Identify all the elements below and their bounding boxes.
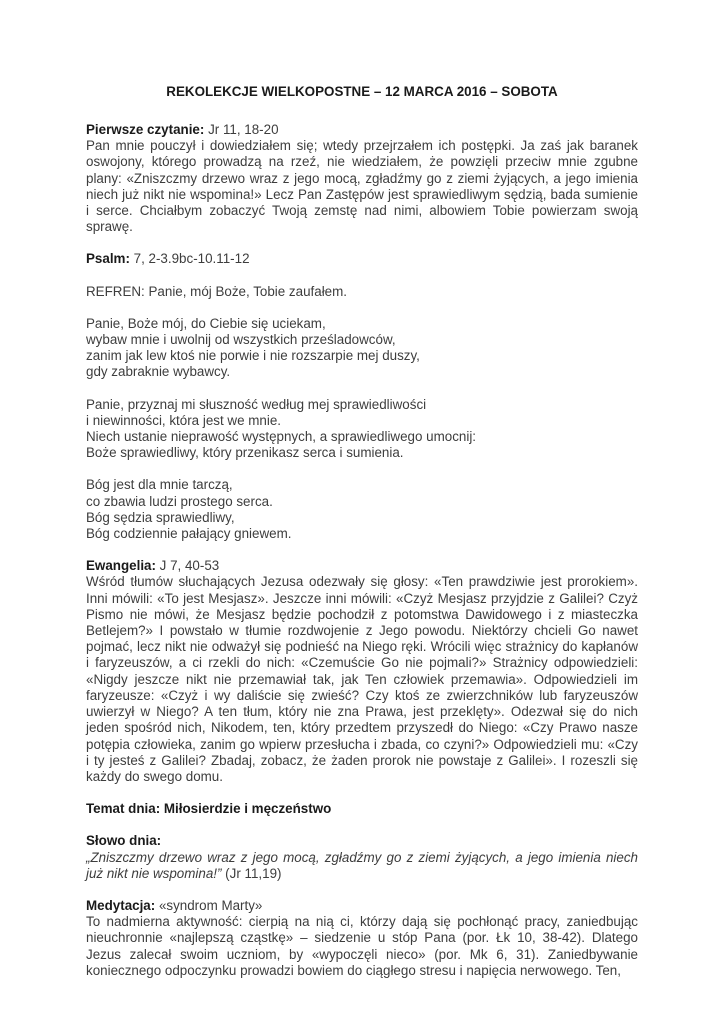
meditation-label: Medytacja: bbox=[86, 897, 156, 913]
gospel-text: Wśród tłumów słuchających Jezusa odezwały się głosy: «Ten prawdziwie jest prorokiem». Inni mówili: «To jest Mesjasz». Jeszcze inni mówili: «Czyż Mesjasz przyjdzie z Galilei? Czyż Pismo nie mówi, że Mesjasz będzie pochodził z potomstwa Dawidowego i z miasteczka Betlejem?» I powstało w tłumie rozdwojenie z Jego powodu. Niektórzy chcieli Go nawet pojmać, lecz nikt nie odważył się podnieść na Niego ręki. Wrócili więc strażnicy do kapłanów i faryzeuszów, a ci rzekli do nich: «Czemuście Go nie pojmali?» Strażnicy odpowiedzieli: «Nigdy jeszcze nikt nie przemawiał tak, jak Ten człowiek przemawia». Odpowiedzieli im faryzeusze: «Czyż i wy daliście się zwieść? Czy ktoś ze zwierzchników lub faryzeuszów uwierzył w Niego? A ten tłum, który nie zna Prawa, jest przeklęty». Odezwał się do nich jeden spośród nich, Nikodem, ten, który przedtem przyszedł do Niego: «Czy Prawo nasze potępia człowieka, zanim go wpierw przesłucha i zbada, co czyni?» Odpowiedzieli mu: «Czy i ty jesteś z Galilei? Zbadaj, zobacz, że żaden prorok nie powstaje z Galilei». I rozeszli się każdy do swego domu. bbox=[86, 574, 638, 784]
word-of-day-label: Słowo dnia: bbox=[86, 833, 162, 849]
psalm-line: Boże sprawiedliwy, który przenikasz serca i sumienia. bbox=[86, 445, 404, 461]
meditation-heading bbox=[86, 898, 638, 914]
psalm-refrain: REFREN: Panie, mój Boże, Tobie zaufałem. bbox=[86, 283, 347, 299]
psalm-line: wybaw mnie i uwolnij od wszystkich prześladowców, bbox=[86, 332, 396, 348]
theme-of-day: Temat dnia: Miłosierdzie i męczeństwo bbox=[86, 801, 332, 817]
first-reading-ref: Jr 11, 18-20 bbox=[204, 122, 279, 137]
first-reading-text: Pan mnie pouczył i dowiedziałem się; wtedy przejrzałem ich postępki. Ja zaś jak baranek oswojony, którego prowadzą na rzeź, nie wiedziałem, że powzięli przeciw mnie zgubne plany: «Zniszczmy drzewo wraz z jego mocą, zgładźmy go z ziemi żyjących, a jego imienia niech już nikt nie wspomina!» Lecz Pan Zastępów jest sprawiedliwym sędzią, bada sumienie i serce. Chciałbym zobaczyć Twoją zemstę nad nimi, albowiem Tobie powierzam swoją sprawę. bbox=[86, 138, 638, 235]
word-of-day-ref: (Jr 11,19) bbox=[221, 865, 282, 881]
psalm-line: Panie, przyznaj mi słuszność według mej sprawiedliwości bbox=[86, 396, 427, 412]
psalm-ref: 7, 2-3.9bc-10.11-12 bbox=[129, 251, 250, 267]
psalm-line: zanim jak lew ktoś nie porwie i nie rozszarpie mej duszy, bbox=[86, 348, 420, 364]
psalm-stanza bbox=[86, 397, 638, 462]
psalm-stanza bbox=[86, 477, 638, 542]
page-title: REKOLEKCJE WIELKOPOSTNE – 12 MARCA 2016 – SOBOTA bbox=[166, 84, 558, 99]
gospel-label: Ewangelia: bbox=[86, 558, 156, 574]
psalm-line: Bóg jest dla mnie tarczą, bbox=[86, 477, 233, 493]
gospel-heading bbox=[86, 558, 638, 574]
meditation-text: To nadmierna aktywność: cierpią na nią ci, którzy dają się pochłonąć pracy, zaniedbując nieuchronnie «najlepszą cząstkę» – siedzenie u stóp Pana (por. Łk 10, 38-42). Dlatego Jezus zalecał swoim uczniom, by «wypoczęli nieco» (por. Mk 6, 31). Zaniedbywanie koniecznego odpoczynku prowadzi bowiem do ciągłego stresu i napięcia nerwowego. Ten, bbox=[86, 914, 638, 978]
meditation-subtitle: «syndrom Marty» bbox=[155, 897, 263, 913]
psalm-line: Bóg codziennie pałający gniewem. bbox=[86, 526, 292, 542]
psalm-line: Bóg sędzia sprawiedliwy, bbox=[86, 509, 235, 525]
psalm-line: Niech ustanie nieprawość występnych, a sprawiedliwego umocnij: bbox=[86, 429, 477, 445]
psalm-label: Psalm: bbox=[86, 251, 130, 267]
word-of-day-quote: „Zniszczmy drzewo wraz z jego mocą, zgładźmy go z ziemi żyjących, a jego imienia niech już nikt nie wspomina!” bbox=[86, 849, 638, 881]
psalm-heading bbox=[86, 251, 638, 267]
gospel-ref: J 7, 40-53 bbox=[155, 558, 220, 574]
first-reading-heading bbox=[86, 122, 638, 138]
psalm-line: i niewinności, która jest we mnie. bbox=[86, 412, 281, 428]
psalm-line: Panie, Boże mój, do Ciebie się uciekam, bbox=[86, 315, 326, 331]
psalm-line: gdy zabraknie wybawcy. bbox=[86, 364, 231, 380]
psalm-line: co zbawia ludzi prostego serca. bbox=[86, 493, 273, 509]
first-reading-label: Pierwsze czytanie: bbox=[86, 122, 205, 137]
psalm-stanza bbox=[86, 316, 638, 381]
word-of-day-text bbox=[86, 850, 638, 882]
